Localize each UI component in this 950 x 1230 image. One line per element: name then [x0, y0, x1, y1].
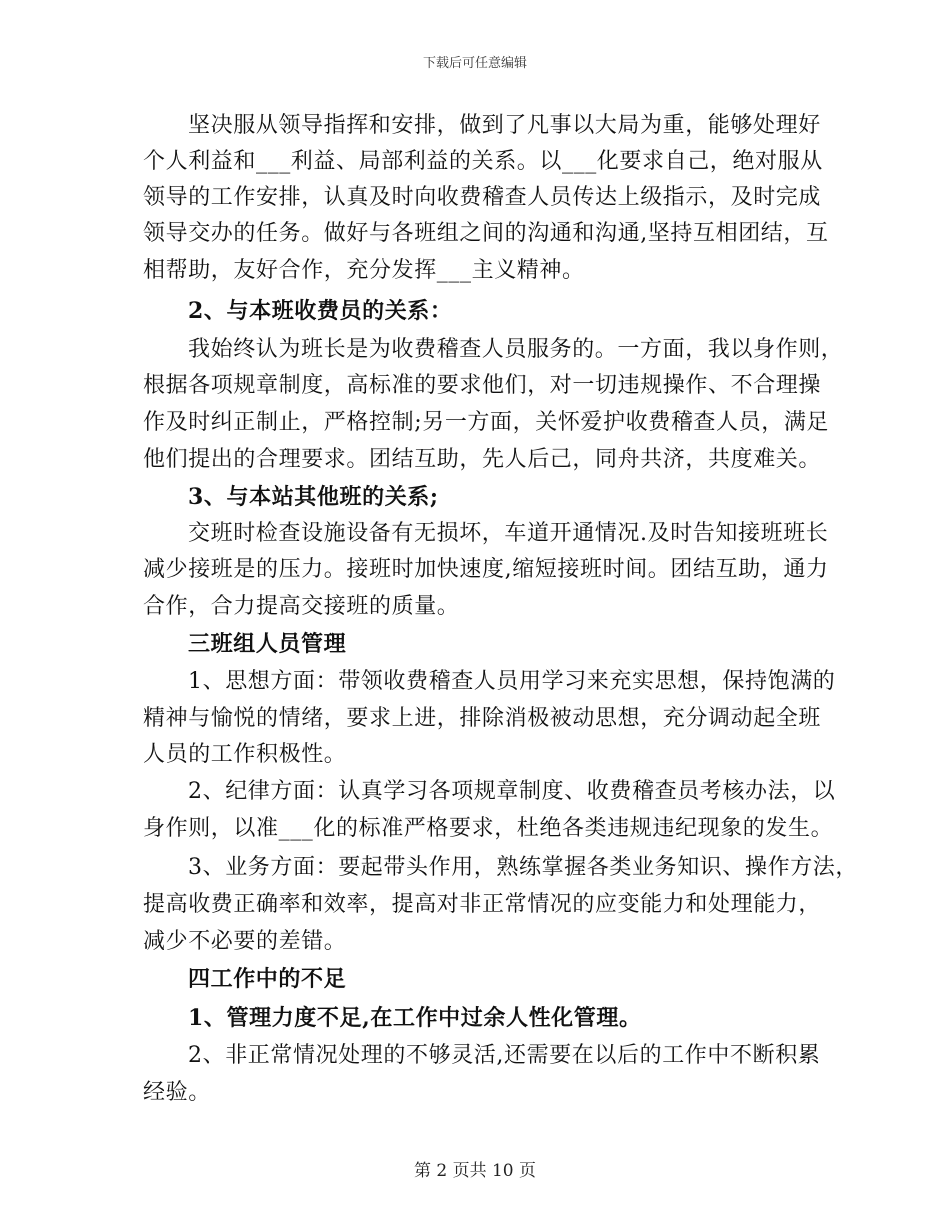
paragraph-line: 人员的工作积极性。 — [143, 742, 347, 767]
paragraph-line: 3、业务方面：要起带头作用，熟练掌握各类业务知识、操作方法， — [188, 855, 858, 880]
section-heading: 四工作中的不足 — [188, 966, 347, 992]
paragraph-line: 经验。 — [143, 1080, 211, 1105]
paragraph-line: 坚决服从领导指挥和安排，做到了凡事以大局为重，能够处理好 — [188, 113, 821, 138]
paragraph-line: 减少接班是的压力。接班时加快速度,缩短接班时间。团结互助，通力 — [143, 557, 829, 582]
paragraph-line: 根据各项规章制度，高标准的要求他们，对一切违规操作、不合理操 — [143, 373, 822, 398]
section-heading: 3、与本站其他班的关系; — [188, 484, 439, 510]
paragraph-line: 领导交办的任务。做好与各班组之间的沟通和沟通,坚持互相团结，互 — [143, 221, 829, 246]
page-footer: 第 2 页共 10 页 — [413, 1161, 537, 1181]
page-header: 下载后可任意编辑 — [422, 56, 527, 71]
paragraph-line: 1、思想方面：带领收费稽查人员用学习来充实思想，保持饱满的 — [188, 669, 836, 694]
paragraph-line: 相帮助，友好合作，充分发挥___主义精神。 — [143, 258, 585, 283]
paragraph-line: 我始终认为班长是为收费稽查人员服务的。一方面，我以身作则， — [188, 337, 844, 362]
paragraph-line: 身作则，以准___化的标准严格要求，杜绝各类违规违纪现象的发生。 — [143, 816, 834, 841]
paragraph-line: 提高收费正确率和效率，提高对非正常情况的应变能力和处理能力， — [143, 892, 822, 917]
paragraph-line: 2、纪律方面：认真学习各项规章制度、收费稽查员考核办法，以 — [188, 779, 836, 804]
paragraph-line: 2、非正常情况处理的不够灵活,还需要在以后的工作中不断积累 — [188, 1043, 821, 1068]
paragraph-line: 减少不必要的差错。 — [143, 929, 347, 954]
paragraph-line: 个人利益和___利益、局部利益的关系。以___化要求自己，绝对服从 — [143, 149, 823, 174]
paragraph-line: 精神与愉悦的情绪，要求上进，排除消极被动思想，充分调动起全班 — [143, 706, 822, 731]
paragraph-line: 他们提出的合理要求。团结互助，先人后己，同舟共济，共度难关。 — [143, 447, 822, 472]
paragraph-line: 合作，合力提高交接班的质量。 — [143, 594, 460, 619]
section-heading: 2、与本班收费员的关系： — [188, 298, 453, 324]
section-heading: 1、管理力度不足,在工作中过余人性化管理。 — [188, 1005, 642, 1031]
section-heading: 三班组人员管理 — [188, 631, 347, 657]
paragraph-line: 交班时检查设施设备有无损坏，车道开通情况.及时告知接班班长 — [188, 521, 829, 546]
paragraph-line: 作及时纠正制止，严格控制;另一方面，关怀爱护收费稽查人员，满足 — [143, 410, 830, 435]
paragraph-line: 领导的工作安排，认真及时向收费稽查人员传达上级指示，及时完成 — [143, 185, 822, 210]
